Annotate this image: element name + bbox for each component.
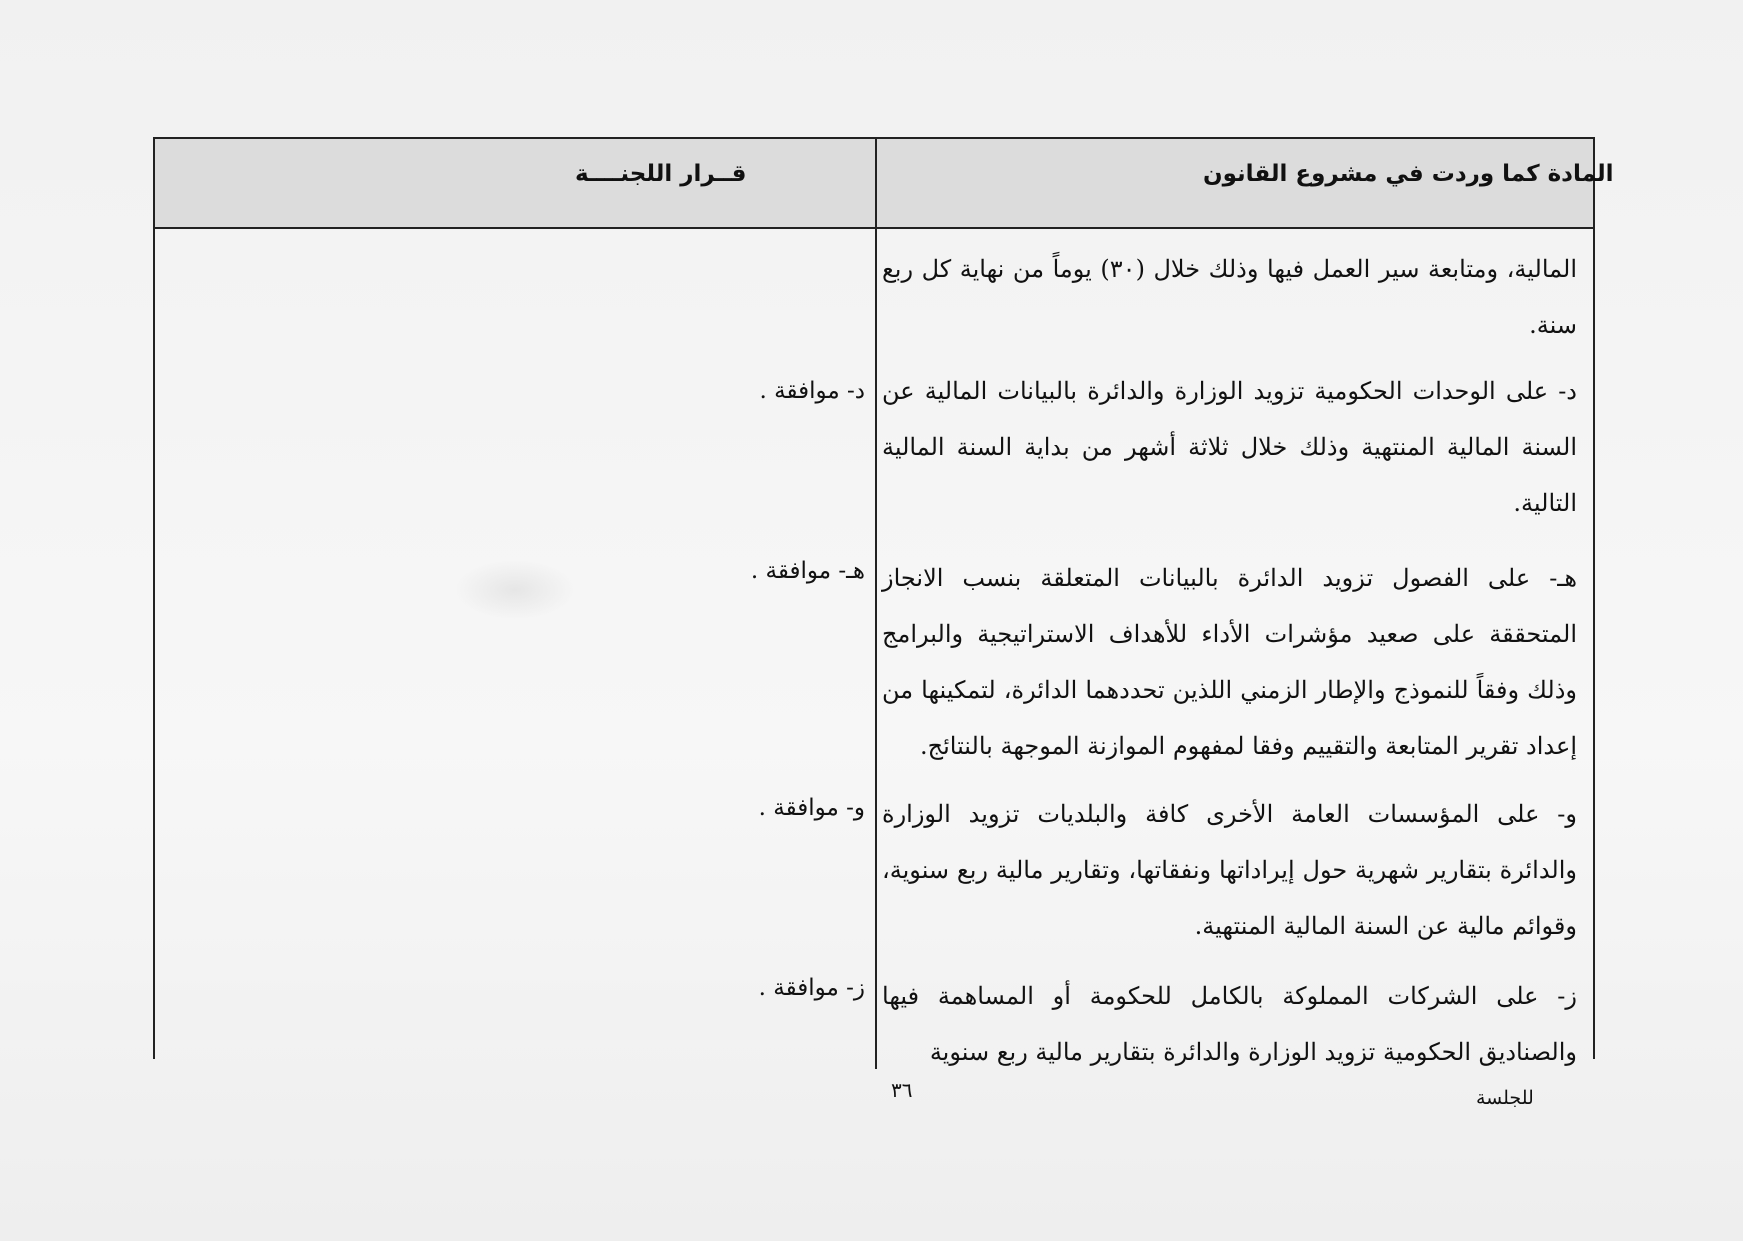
article-clause-d: د- على الوحدات الحكومية تزويد الوزارة والدائرة بالبيانات المالية عن السنة المالية المنتهية وذلك خلال ثلاثة أشهر من بداية السنة المالية التالية. [882,377,1577,517]
table-header-row [155,139,1614,229]
decision-clause-w: و- موافقة . [758,795,865,821]
column-divider [875,139,877,1069]
article-clause-w: و- على المؤسسات العامة الأخرى كافة والبلديات تزويد الوزارة والدائرة بتقارير شهرية حول إيراداتها ونفقاتها، وتقارير مالية ربع سنوية، وقوائم مالية عن السنة المالية المنتهية. [882,800,1577,940]
page-number: ٣٦ [891,1078,913,1102]
article-clause-h: هـ- على الفصول تزويد الدائرة بالبيانات المتعلقة بنسب الانجاز المتحققة على صعيد مؤشرات الأداء للأهداف الاستراتيجية والبرامج وذلك وفقاً للنموذج والإطار الزمني اللذين تحددهما الدائرة، لتمكينها من إعداد تقرير المتابعة والتقييم وفقا لمفهوم الموازنة الموجهة بالنتائج. [882,564,1577,760]
decision-clause-z: ز- موافقة . [758,975,865,1001]
header-draft-article: المادة كما وردت في مشروع القانون [1203,161,1614,187]
decision-clause-d: د- موافقة . [759,378,865,404]
header-committee-decision: قــرار اللجنــــة [575,161,747,187]
article-text-continuation: المالية، ومتابعة سير العمل فيها وذلك خلال (٣٠) يوماً من نهاية كل ربع سنة. [882,255,1577,339]
decision-clause-h: هـ- موافقة . [750,558,865,584]
faint-stamp-mark [455,560,575,620]
article-clause-z: ز- على الشركات المملوكة بالكامل للحكومة أو المساهمة فيها والصناديق الحكومية تزويد الوزارة والدائرة بتقارير مالية ربع سنوية [882,982,1577,1066]
footer-session-label: للجلسة [1476,1087,1534,1109]
